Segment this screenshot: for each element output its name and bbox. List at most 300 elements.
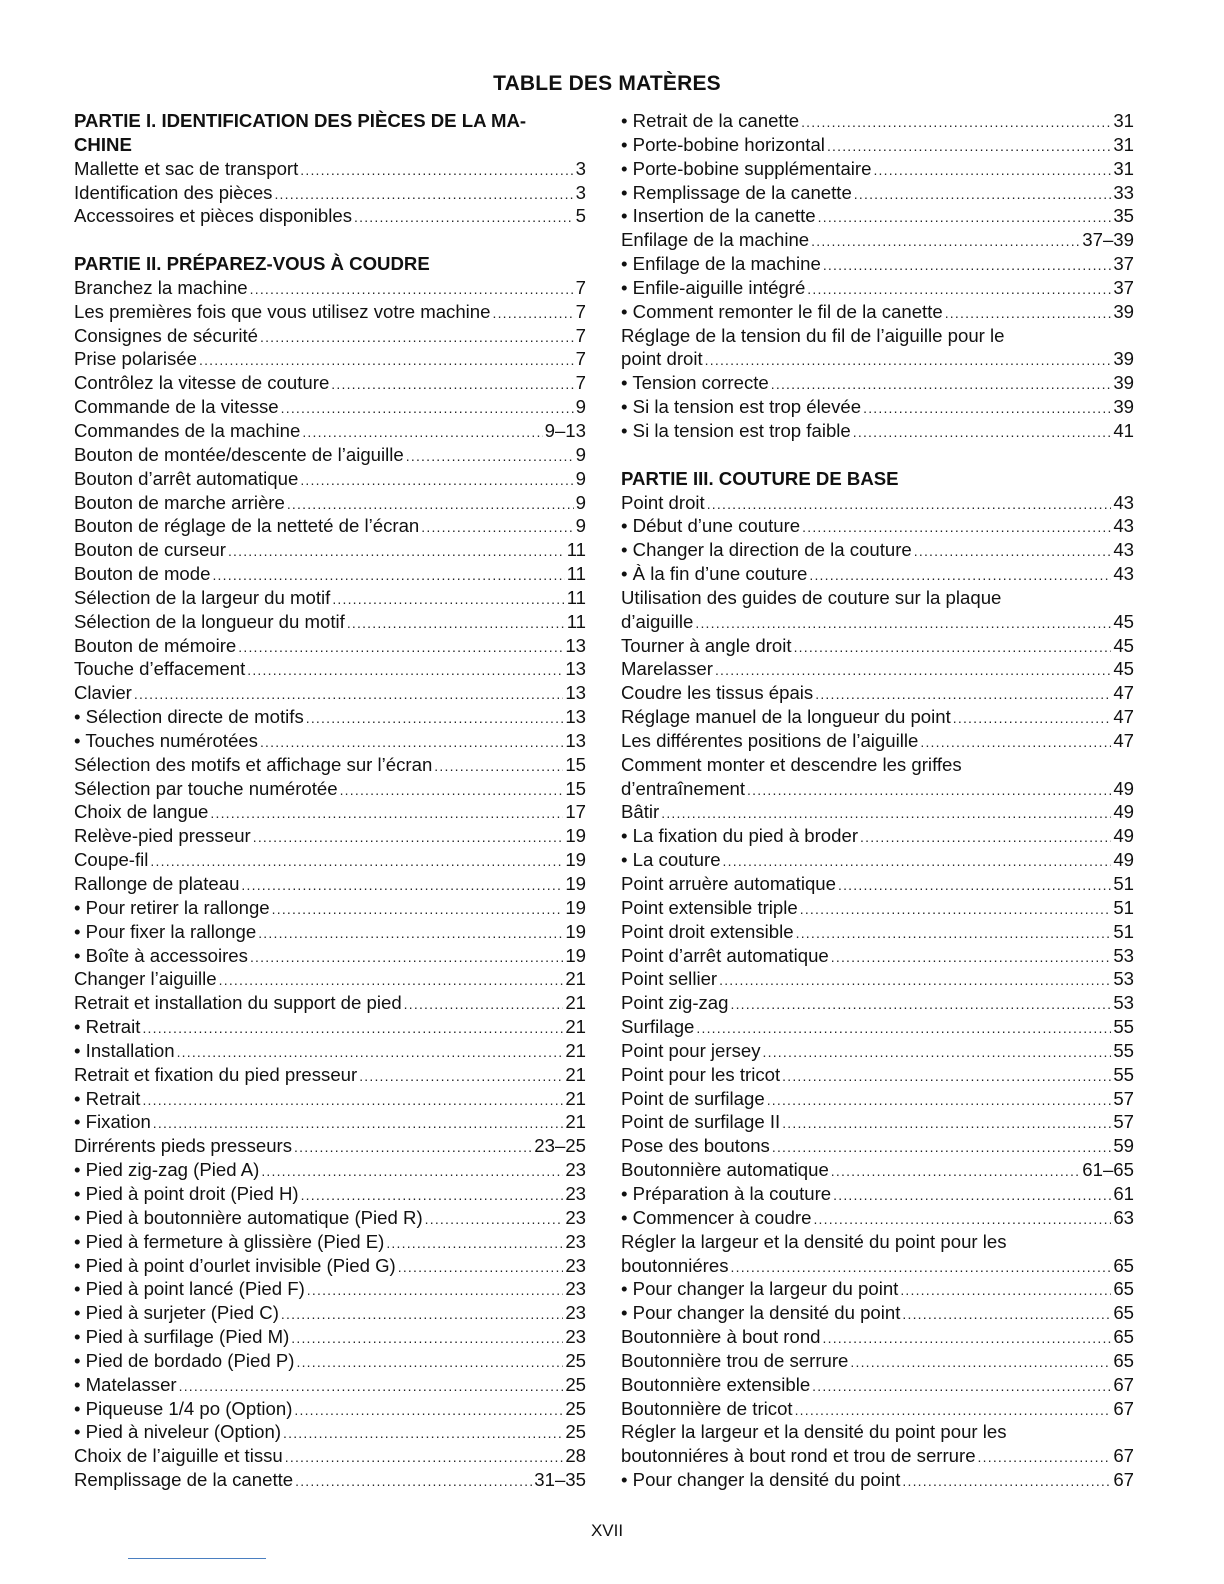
- toc-entry-page: 11: [566, 539, 586, 561]
- toc-entry-page: 23–25: [534, 1135, 586, 1157]
- toc-entry-page: 9–13: [544, 419, 586, 441]
- toc-entry-title: • Pour changer la largeur du point: [621, 1278, 899, 1300]
- toc-entry-title: Tourner à angle droit: [621, 634, 792, 656]
- toc-entry-page: 47: [1113, 729, 1134, 751]
- toc-entry-title: • Installation: [74, 1039, 175, 1061]
- toc-entry-page: 13: [565, 634, 586, 656]
- toc-entry-title: Les différentes positions de l’aiguille: [621, 729, 919, 751]
- toc-entry: [621, 1468, 1134, 1492]
- toc-entry: [74, 586, 586, 610]
- toc-entry: [74, 419, 586, 443]
- toc-entry: [621, 1301, 1134, 1325]
- toc-entry-page: 23: [565, 1206, 586, 1228]
- dot-leader: [281, 397, 574, 421]
- toc-entry-page: 23: [565, 1182, 586, 1204]
- toc-entry-page: 17: [565, 801, 586, 823]
- toc-entry-title: Sélection des motifs et affichage sur l’écran: [74, 753, 433, 775]
- toc-entry: [621, 1254, 1134, 1278]
- toc-entry: [621, 252, 1134, 276]
- toc-entry: [74, 753, 586, 777]
- dot-leader: [493, 302, 574, 326]
- toc-entry-page: 49: [1113, 777, 1134, 799]
- toc-entry-title: Bouton de curseur: [74, 539, 226, 561]
- toc-entry-title: • La fixation du pied à broder: [621, 825, 859, 847]
- toc-entry-title: Boutonnière à bout rond: [621, 1326, 821, 1348]
- toc-entry: [621, 634, 1134, 658]
- dot-leader: [296, 1351, 563, 1375]
- toc-entry-page: 43: [1113, 515, 1134, 537]
- dot-leader: [873, 159, 1111, 183]
- toc-entry-page: 23: [565, 1159, 586, 1181]
- toc-entry-title: Sélection de la largeur du motif: [74, 586, 331, 608]
- toc-entry-title: • Pour retirer la rallonge: [74, 896, 270, 918]
- toc-entry-title: • Pied à surjeter (Pied C): [74, 1302, 279, 1324]
- toc-entry: [621, 538, 1134, 562]
- toc-entry-title: Point d’arrêt automatique: [621, 944, 829, 966]
- toc-entry-title: Commandes de la machine: [74, 419, 301, 441]
- toc-entry: [74, 467, 586, 491]
- toc-entry: [74, 1420, 586, 1444]
- toc-entry: [74, 300, 586, 324]
- toc-entry-title: Pose des boutons: [621, 1135, 770, 1157]
- toc-entry-title: point droit: [621, 348, 703, 370]
- toc-entry-title: Choix de l’aiguille et tissu: [74, 1445, 283, 1467]
- dot-leader: [347, 612, 565, 636]
- dot-leader: [801, 111, 1111, 135]
- toc-entry-page: 55: [1113, 1016, 1134, 1038]
- toc-entry-page: 55: [1113, 1039, 1134, 1061]
- dot-leader: [767, 1089, 1112, 1113]
- dot-leader: [831, 1160, 1080, 1184]
- toc-entry-page: 7: [575, 300, 586, 322]
- toc-entry-page: 61–65: [1082, 1159, 1134, 1181]
- toc-entry-page: 21: [565, 1063, 586, 1085]
- toc-entry: [74, 1468, 586, 1492]
- dot-leader: [731, 993, 1112, 1017]
- toc-entry-title: Point de surfilage: [621, 1087, 765, 1109]
- toc-entry: [74, 538, 586, 562]
- toc-entry: [621, 133, 1134, 157]
- toc-entry-title: Sélection par touche numérotée: [74, 777, 338, 799]
- toc-entry-page: 23: [565, 1326, 586, 1348]
- dot-leader: [807, 278, 1111, 302]
- toc-entry-page: 19: [565, 825, 586, 847]
- toc-entry: [621, 419, 1134, 443]
- dot-leader: [294, 1136, 532, 1160]
- toc-entry-page: 11: [566, 563, 586, 585]
- toc-entry: [74, 729, 586, 753]
- toc-entry: [621, 181, 1134, 205]
- toc-entry: [621, 562, 1134, 586]
- toc-entry: [621, 1373, 1134, 1397]
- toc-entry-title: • Pied à point droit (Pied H): [74, 1182, 299, 1204]
- toc-entry-page: 13: [565, 729, 586, 751]
- dot-leader: [153, 1112, 564, 1136]
- toc-entry: [74, 562, 586, 586]
- dot-leader: [827, 135, 1111, 159]
- toc-entry-title: d’aiguille: [621, 610, 694, 632]
- dot-leader: [850, 1351, 1111, 1375]
- toc-entry-title: • Pied à niveleur (Option): [74, 1421, 282, 1443]
- toc-entry-title: d’entraînement: [621, 777, 746, 799]
- toc-entry-title: Point zig-zag: [621, 992, 729, 1014]
- toc-entry-title: • Changer la direction de la couture: [621, 539, 912, 561]
- toc-entry: [74, 920, 586, 944]
- dot-leader: [863, 397, 1111, 421]
- dot-leader: [723, 850, 1112, 874]
- toc-entry-page: 7: [575, 324, 586, 346]
- toc-entry: [74, 514, 586, 538]
- dot-leader: [283, 1422, 563, 1446]
- toc-entry-continued: Réglage de la tension du fil de l’aiguille pour le: [621, 324, 1005, 346]
- toc-entry-page: 43: [1113, 539, 1134, 561]
- toc-entry: [621, 514, 1134, 538]
- dot-leader: [705, 349, 1112, 373]
- toc-entry-title: • Remplissage de la canette: [621, 181, 852, 203]
- toc-entry: [74, 1325, 586, 1349]
- toc-entry: [621, 1349, 1134, 1373]
- toc-entry-page: 25: [565, 1421, 586, 1443]
- toc-entry-title: • Porte-bobine supplémentaire: [621, 157, 872, 179]
- toc-entry-page: 11: [566, 586, 586, 608]
- dot-leader: [796, 922, 1112, 946]
- section-heading: PARTIE I. IDENTIFICATION DES PIÈCES DE LA MA-: [74, 110, 527, 131]
- toc-entry-page: 53: [1113, 944, 1134, 966]
- dot-leader: [260, 731, 563, 755]
- dot-leader: [853, 421, 1112, 445]
- toc-entry-title: Prise polarisée: [74, 348, 197, 370]
- toc-entry-title: boutonniéres: [621, 1254, 729, 1276]
- toc-entry-title: • Si la tension est trop faible: [621, 419, 851, 441]
- toc-entry: [621, 800, 1134, 824]
- dot-leader: [811, 230, 1080, 254]
- toc-entry-title: Rallonge de plateau: [74, 873, 240, 894]
- dot-leader: [241, 874, 563, 898]
- dot-leader: [719, 969, 1111, 993]
- toc-entry: [621, 347, 1134, 371]
- toc-entry-page: 23: [565, 1302, 586, 1324]
- dot-leader: [953, 707, 1112, 731]
- toc-entry: [74, 777, 586, 801]
- toc-entry: [621, 1444, 1134, 1468]
- toc-entry-page: 5: [575, 205, 586, 227]
- toc-entry-page: 49: [1113, 825, 1134, 847]
- toc-entry-title: Choix de langue: [74, 801, 209, 823]
- toc-entry-title: • La couture: [621, 849, 721, 871]
- toc-entry-title: Contrôlez la vitesse de couture: [74, 372, 330, 394]
- toc-entry-title: • Matelasser: [74, 1373, 177, 1395]
- toc-entry-page: 57: [1113, 1111, 1134, 1133]
- toc-entry: [74, 944, 586, 968]
- toc-entry-page: 33: [1113, 181, 1134, 203]
- toc-entry-page: 21: [565, 968, 586, 990]
- dot-leader: [772, 1136, 1111, 1160]
- dot-leader: [261, 1160, 563, 1184]
- dot-leader: [782, 1112, 1111, 1136]
- toc-entry: [621, 300, 1134, 324]
- dot-leader: [142, 1089, 563, 1113]
- dot-leader: [838, 874, 1111, 898]
- dot-leader: [199, 349, 574, 373]
- toc-entry-page: 15: [565, 753, 586, 775]
- dot-leader: [715, 659, 1111, 683]
- toc-entry-page: 37–39: [1082, 229, 1134, 251]
- dot-leader: [238, 636, 563, 660]
- toc-entry-title: • Pour changer la densité du point: [621, 1469, 901, 1491]
- toc-entry-title: Enfilage de la machine: [621, 229, 810, 251]
- toc-entry-page: 53: [1113, 992, 1134, 1014]
- toc-entry: [74, 1110, 586, 1134]
- toc-entry: [621, 920, 1134, 944]
- toc-entry: [74, 181, 586, 205]
- toc-entry-page: 21: [565, 1039, 586, 1061]
- dot-leader: [177, 1041, 564, 1065]
- toc-entry-page: 45: [1113, 610, 1134, 632]
- toc-entry-title: • Tension correcte: [621, 372, 769, 394]
- toc-entry-page: 7: [575, 372, 586, 394]
- dot-leader: [250, 946, 563, 970]
- toc-entry: [74, 1087, 586, 1111]
- toc-entry-title: Boutonnière extensible: [621, 1373, 811, 1395]
- toc-entry-title: Bâtir: [621, 801, 660, 823]
- toc-entry-title: • Touches numérotées: [74, 729, 258, 751]
- dot-leader: [291, 1327, 563, 1351]
- dot-leader: [902, 1303, 1111, 1327]
- toc-entry-title: • Piqueuse 1/4 po (Option): [74, 1397, 293, 1419]
- dot-leader: [281, 1303, 563, 1327]
- toc-entry: [621, 276, 1134, 300]
- toc-entry-title: Accessoires et pièces disponibles: [74, 205, 353, 227]
- toc-entry: [74, 347, 586, 371]
- dot-leader: [287, 493, 574, 517]
- toc-entry: [621, 1206, 1134, 1230]
- dot-leader: [359, 1065, 563, 1089]
- toc-entry-page: 39: [1113, 396, 1134, 418]
- toc-entry-page: 15: [565, 777, 586, 799]
- toc-entry-title: Bouton de mémoire: [74, 634, 237, 656]
- dot-leader: [833, 1184, 1111, 1208]
- dot-leader: [794, 636, 1112, 660]
- toc-entry: [74, 1444, 586, 1468]
- toc-entry-title: Bouton de mode: [74, 563, 211, 585]
- toc-entry-page: 21: [565, 992, 586, 1014]
- toc-entry: [621, 944, 1134, 968]
- toc-entry-title: Mallette et sac de transport: [74, 157, 299, 179]
- dot-leader: [295, 1470, 532, 1494]
- dot-leader: [300, 159, 573, 183]
- toc-entry: [621, 824, 1134, 848]
- spacer: [621, 443, 1134, 467]
- toc-entry: [621, 1110, 1134, 1134]
- toc-entry: [621, 848, 1134, 872]
- toc-entry-title: Boutonnière automatique: [621, 1159, 829, 1181]
- toc-entry: [621, 657, 1134, 681]
- toc-entry: [74, 1397, 586, 1421]
- toc-entry-page: 3: [575, 181, 586, 203]
- dot-leader: [802, 516, 1111, 540]
- toc-left-column: [74, 109, 586, 1492]
- dot-leader: [406, 445, 574, 469]
- toc-entry: [621, 991, 1134, 1015]
- toc-entry-title: Point droit: [621, 491, 705, 513]
- dot-leader: [823, 1327, 1112, 1351]
- toc-entry: [74, 1158, 586, 1182]
- dot-leader: [747, 779, 1111, 803]
- dot-leader: [294, 1399, 563, 1423]
- toc-entry: [74, 800, 586, 824]
- toc-entry: [621, 967, 1134, 991]
- toc-entry-title: Branchez la machine: [74, 276, 248, 298]
- toc-entry: [74, 491, 586, 515]
- toc-entry-page: 7: [575, 348, 586, 370]
- toc-entry: [621, 109, 1134, 133]
- toc-entry: [74, 896, 586, 920]
- toc-entry: [621, 1087, 1134, 1111]
- toc-entry-title: • Pour changer la densité du point: [621, 1302, 901, 1324]
- toc-entry-title: Boutonnière de tricot: [621, 1397, 793, 1419]
- toc-entry-title: • Si la tension est trop élevée: [621, 396, 862, 418]
- toc-entry-title: Les premières fois que vous utilisez votre machine: [74, 300, 491, 322]
- dot-leader: [434, 755, 563, 779]
- dot-leader: [425, 1208, 564, 1232]
- dot-leader: [854, 183, 1112, 207]
- toc-entry-page: 13: [565, 682, 586, 704]
- toc-entry: [74, 276, 586, 300]
- toc-entry-page: 63: [1113, 1206, 1134, 1228]
- toc-entry-title: Point sellier: [621, 968, 718, 990]
- toc-entry-title: Commande de la vitesse: [74, 396, 279, 418]
- toc-entry-title: Relève-pied presseur: [74, 825, 251, 847]
- toc-entry: [621, 1397, 1134, 1421]
- dot-leader: [219, 969, 564, 993]
- toc-entry-title: Coupe-fil: [74, 849, 149, 871]
- toc-entry-title: Retrait et installation du support de pied: [74, 992, 402, 1014]
- toc-entry-page: 9: [575, 443, 586, 465]
- toc-entry-title: Point arruère automatique: [621, 873, 836, 894]
- toc-entry-page: 21: [565, 1111, 586, 1133]
- toc-entry-title: • Commencer à coudre: [621, 1206, 812, 1228]
- toc-entry: [74, 371, 586, 395]
- toc-entry-page: 61: [1113, 1182, 1134, 1204]
- toc-entry-title: Point droit extensible: [621, 920, 794, 942]
- dot-leader: [212, 564, 564, 588]
- dot-leader: [398, 1256, 564, 1280]
- dot-leader: [920, 731, 1111, 755]
- dot-leader: [210, 802, 563, 826]
- dot-leader: [354, 206, 574, 230]
- toc-entry: [74, 1015, 586, 1039]
- toc-entry-page: 37: [1113, 253, 1134, 275]
- toc-entry-page: 23: [565, 1254, 586, 1276]
- toc-entry-title: Bouton de marche arrière: [74, 491, 285, 513]
- toc-entry-title: • Enfile-aiguille intégré: [621, 276, 806, 298]
- toc-entry: [621, 491, 1134, 515]
- toc-entry-title: • À la fin d’une couture: [621, 563, 808, 585]
- toc-entry-title: Touche d’effacement: [74, 658, 246, 680]
- toc-entry: [74, 1039, 586, 1063]
- toc-entry: [74, 1230, 586, 1254]
- toc-entry: [74, 824, 586, 848]
- toc-entry-page: 39: [1113, 300, 1134, 322]
- toc-entry-title: • Pied à fermeture à glissière (Pied E): [74, 1230, 385, 1252]
- toc-entry-page: 57: [1113, 1087, 1134, 1109]
- dot-leader: [978, 1446, 1112, 1470]
- toc-right-column: [621, 109, 1134, 1492]
- toc-entry-page: 51: [1113, 896, 1134, 918]
- dot-leader: [285, 1446, 564, 1470]
- toc-entry-page: 9: [575, 396, 586, 418]
- toc-entry-title: • Fixation: [74, 1111, 151, 1133]
- toc-entry-page: 65: [1113, 1278, 1134, 1300]
- dot-leader: [695, 612, 1111, 636]
- dot-leader: [800, 898, 1112, 922]
- dot-leader: [274, 183, 573, 207]
- toc-entry-title: • Insertion de la canette: [621, 205, 816, 227]
- toc-entry: [74, 1182, 586, 1206]
- toc-entry: [621, 157, 1134, 181]
- toc-entry-page: 67: [1113, 1445, 1134, 1467]
- toc-entry: [621, 1039, 1134, 1063]
- toc-entry: [74, 395, 586, 419]
- toc-entry-title: • Porte-bobine horizontal: [621, 133, 825, 155]
- toc-entry-title: • Boîte à accessoires: [74, 944, 248, 966]
- toc-entry-page: 11: [566, 610, 586, 632]
- toc-entry-page: 7: [575, 276, 586, 298]
- dot-leader: [142, 1017, 563, 1041]
- toc-entry-title: Point de surfilage II: [621, 1111, 781, 1133]
- toc-entry: [74, 848, 586, 872]
- toc-entry-page: 47: [1113, 706, 1134, 728]
- toc-entry-page: 59: [1113, 1135, 1134, 1157]
- toc-entry: [74, 705, 586, 729]
- toc-entry-title: Bouton d’arrêt automatique: [74, 467, 299, 489]
- toc-entry: [621, 1063, 1134, 1087]
- toc-entry-page: 47: [1113, 682, 1134, 704]
- toc-entry-title: • Pied zig-zag (Pied A): [74, 1159, 260, 1181]
- toc-entry-title: • Comment remonter le fil de la canette: [621, 300, 943, 322]
- toc-entry-title: Marelasser: [621, 658, 713, 680]
- toc-entry-page: 31–35: [534, 1469, 586, 1491]
- dot-leader: [860, 826, 1111, 850]
- toc-entry-page: 19: [565, 896, 586, 918]
- toc-entry: [74, 1063, 586, 1087]
- toc-entry-title: • Retrait: [74, 1087, 141, 1109]
- toc-entry: [74, 324, 586, 348]
- toc-entry-title: Retrait et fixation du pied presseur: [74, 1063, 358, 1085]
- toc-entry-page: 25: [565, 1349, 586, 1371]
- toc-entry-page: 43: [1113, 491, 1134, 513]
- section-heading: PARTIE II. PRÉPAREZ-VOUS À COUDRE: [74, 253, 430, 275]
- toc-entry-title: • Préparation à la couture: [621, 1182, 832, 1204]
- toc-entry-page: 49: [1113, 849, 1134, 871]
- toc-entry-page: 31: [1113, 133, 1134, 155]
- toc-entry-title: • Pour fixer la rallonge: [74, 920, 257, 942]
- toc-entry: [74, 657, 586, 681]
- toc-entry-page: 31: [1113, 110, 1134, 131]
- toc-entry-page: 25: [565, 1397, 586, 1419]
- toc-entry-page: 9: [575, 491, 586, 513]
- dot-leader: [818, 206, 1112, 230]
- toc-entry-continued: Régler la largeur et la densité du point pour les: [621, 1230, 1007, 1252]
- dot-leader: [272, 898, 564, 922]
- page-title: TABLE DES MATÈRES: [493, 72, 721, 95]
- toc-entry-title: • Enfilage de la machine: [621, 253, 821, 275]
- toc-entry: [621, 1325, 1134, 1349]
- dot-leader: [813, 1208, 1111, 1232]
- toc-entry-title: • Pied de bordado (Pied P): [74, 1349, 295, 1371]
- toc-entry-page: 9: [575, 515, 586, 537]
- toc-entry-page: 39: [1113, 372, 1134, 394]
